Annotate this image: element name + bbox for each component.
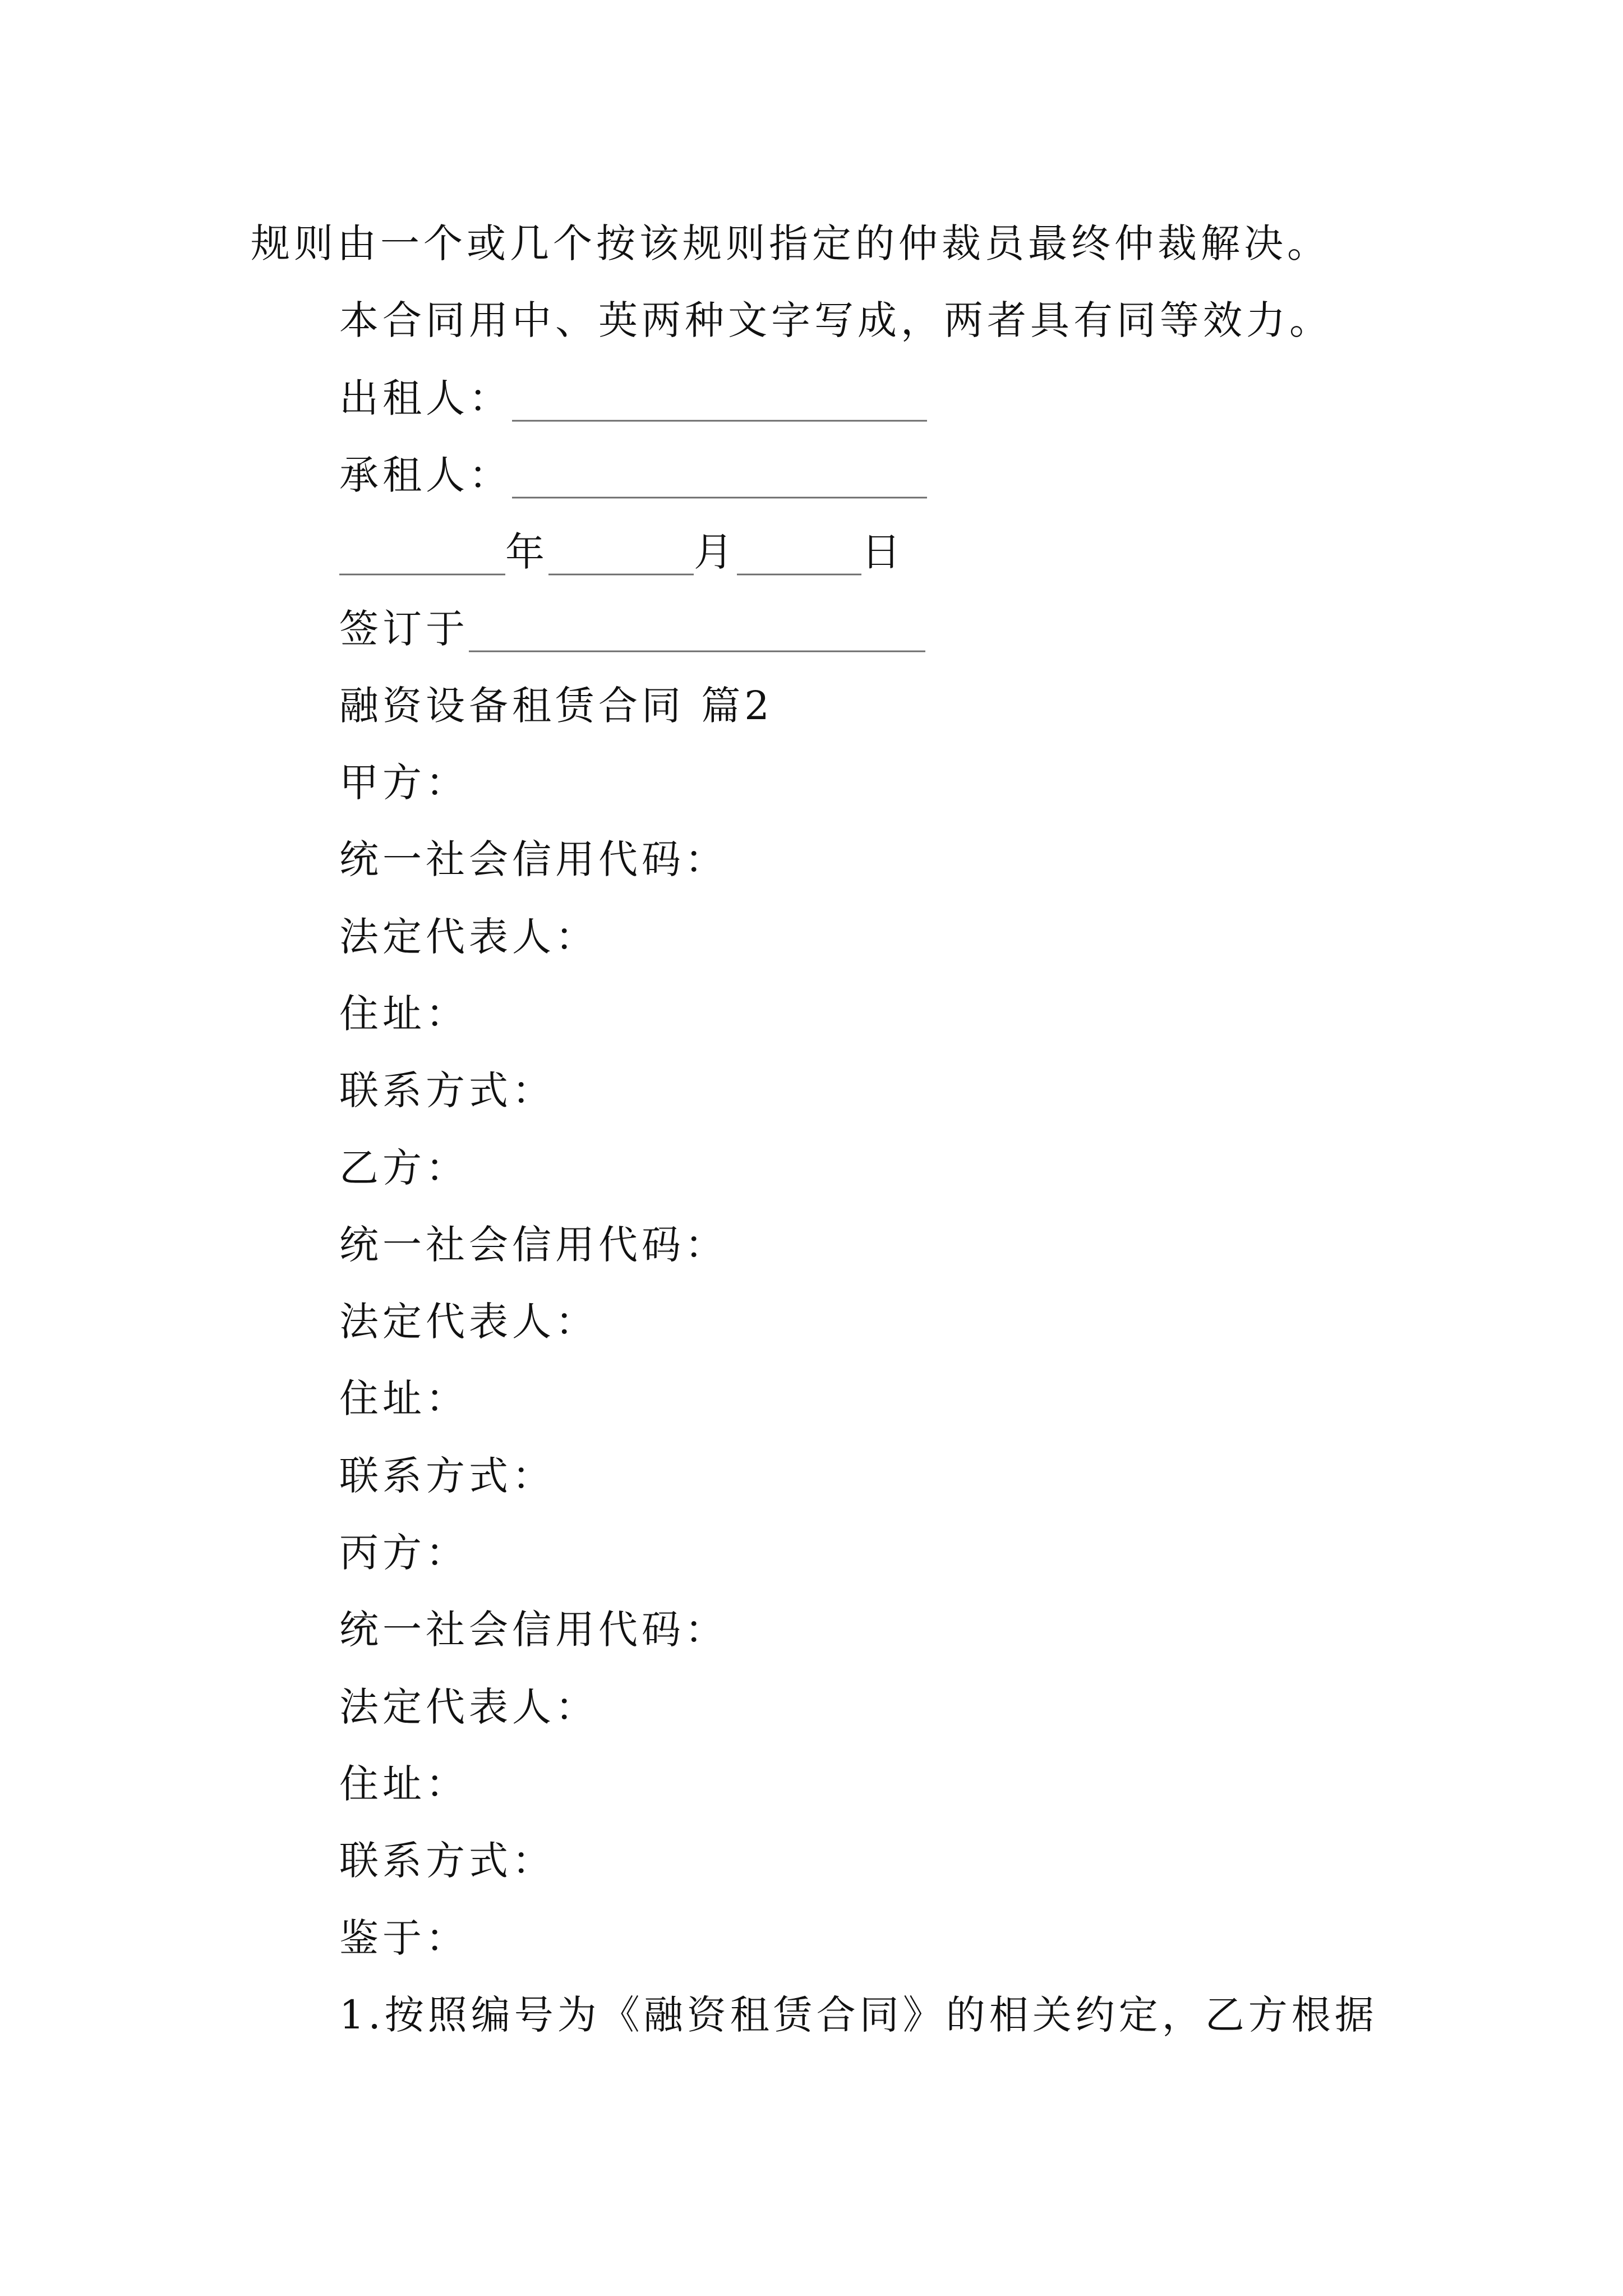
day-blank: ______ (737, 527, 861, 576)
lessee-label: 承租人： (339, 452, 512, 498)
party-c-address: 住址： (339, 1760, 469, 1807)
lessor-signature-line (251, 360, 1541, 436)
party-b-legal-rep: 法定代表人： (339, 1299, 598, 1345)
lessee-blank: ____________________ (512, 450, 927, 499)
section-title: 融资设备租赁合同 篇2 (339, 682, 773, 729)
continuation-text: 规则由一个或几个按该规则指定的仲裁员最终仲裁解决。 (251, 220, 1330, 266)
year-label: 年 (505, 529, 548, 576)
party-a-contact: 联系方式： (339, 1068, 555, 1114)
party-c-credit-code: 统一社会信用代码： (339, 1607, 728, 1653)
lessor-label: 出租人： (339, 375, 512, 421)
year-blank: ________ (339, 527, 505, 576)
signed-at-label: 签订于 (339, 606, 469, 652)
day-label: 日 (861, 529, 905, 576)
lessee-signature-line (251, 436, 1541, 513)
clause-1-text: 1.按照编号为《融资租赁合同》的相关约定，乙方根据 (339, 1991, 1378, 2038)
party-b-contact: 联系方式： (339, 1452, 555, 1499)
party-c-legal-rep: 法定代表人： (339, 1683, 598, 1730)
language-clause: 本合同用中、英两种文字写成，两者具有同等效力。 (339, 297, 1332, 344)
month-label: 月 (694, 529, 737, 576)
month-blank: _______ (548, 527, 694, 576)
party-b-label: 乙方： (339, 1144, 469, 1191)
lessor-blank: ____________________ (512, 373, 927, 422)
party-a-credit-code: 统一社会信用代码： (339, 836, 728, 883)
party-a-label: 甲方： (339, 760, 469, 806)
party-b-credit-code: 统一社会信用代码： (339, 1221, 728, 1268)
signed-at-blank: ______________________ (469, 604, 925, 653)
party-c-label: 丙方： (339, 1530, 469, 1576)
party-c-contact: 联系方式： (339, 1838, 555, 1884)
party-a-legal-rep: 法定代表人： (339, 913, 598, 960)
date-line (251, 513, 1541, 590)
whereas-heading: 鉴于： (339, 1915, 469, 1961)
document-body (251, 205, 1541, 2054)
signed-at-line (251, 590, 1541, 667)
party-a-address: 住址： (339, 990, 469, 1037)
party-b-address: 住址： (339, 1375, 469, 1422)
